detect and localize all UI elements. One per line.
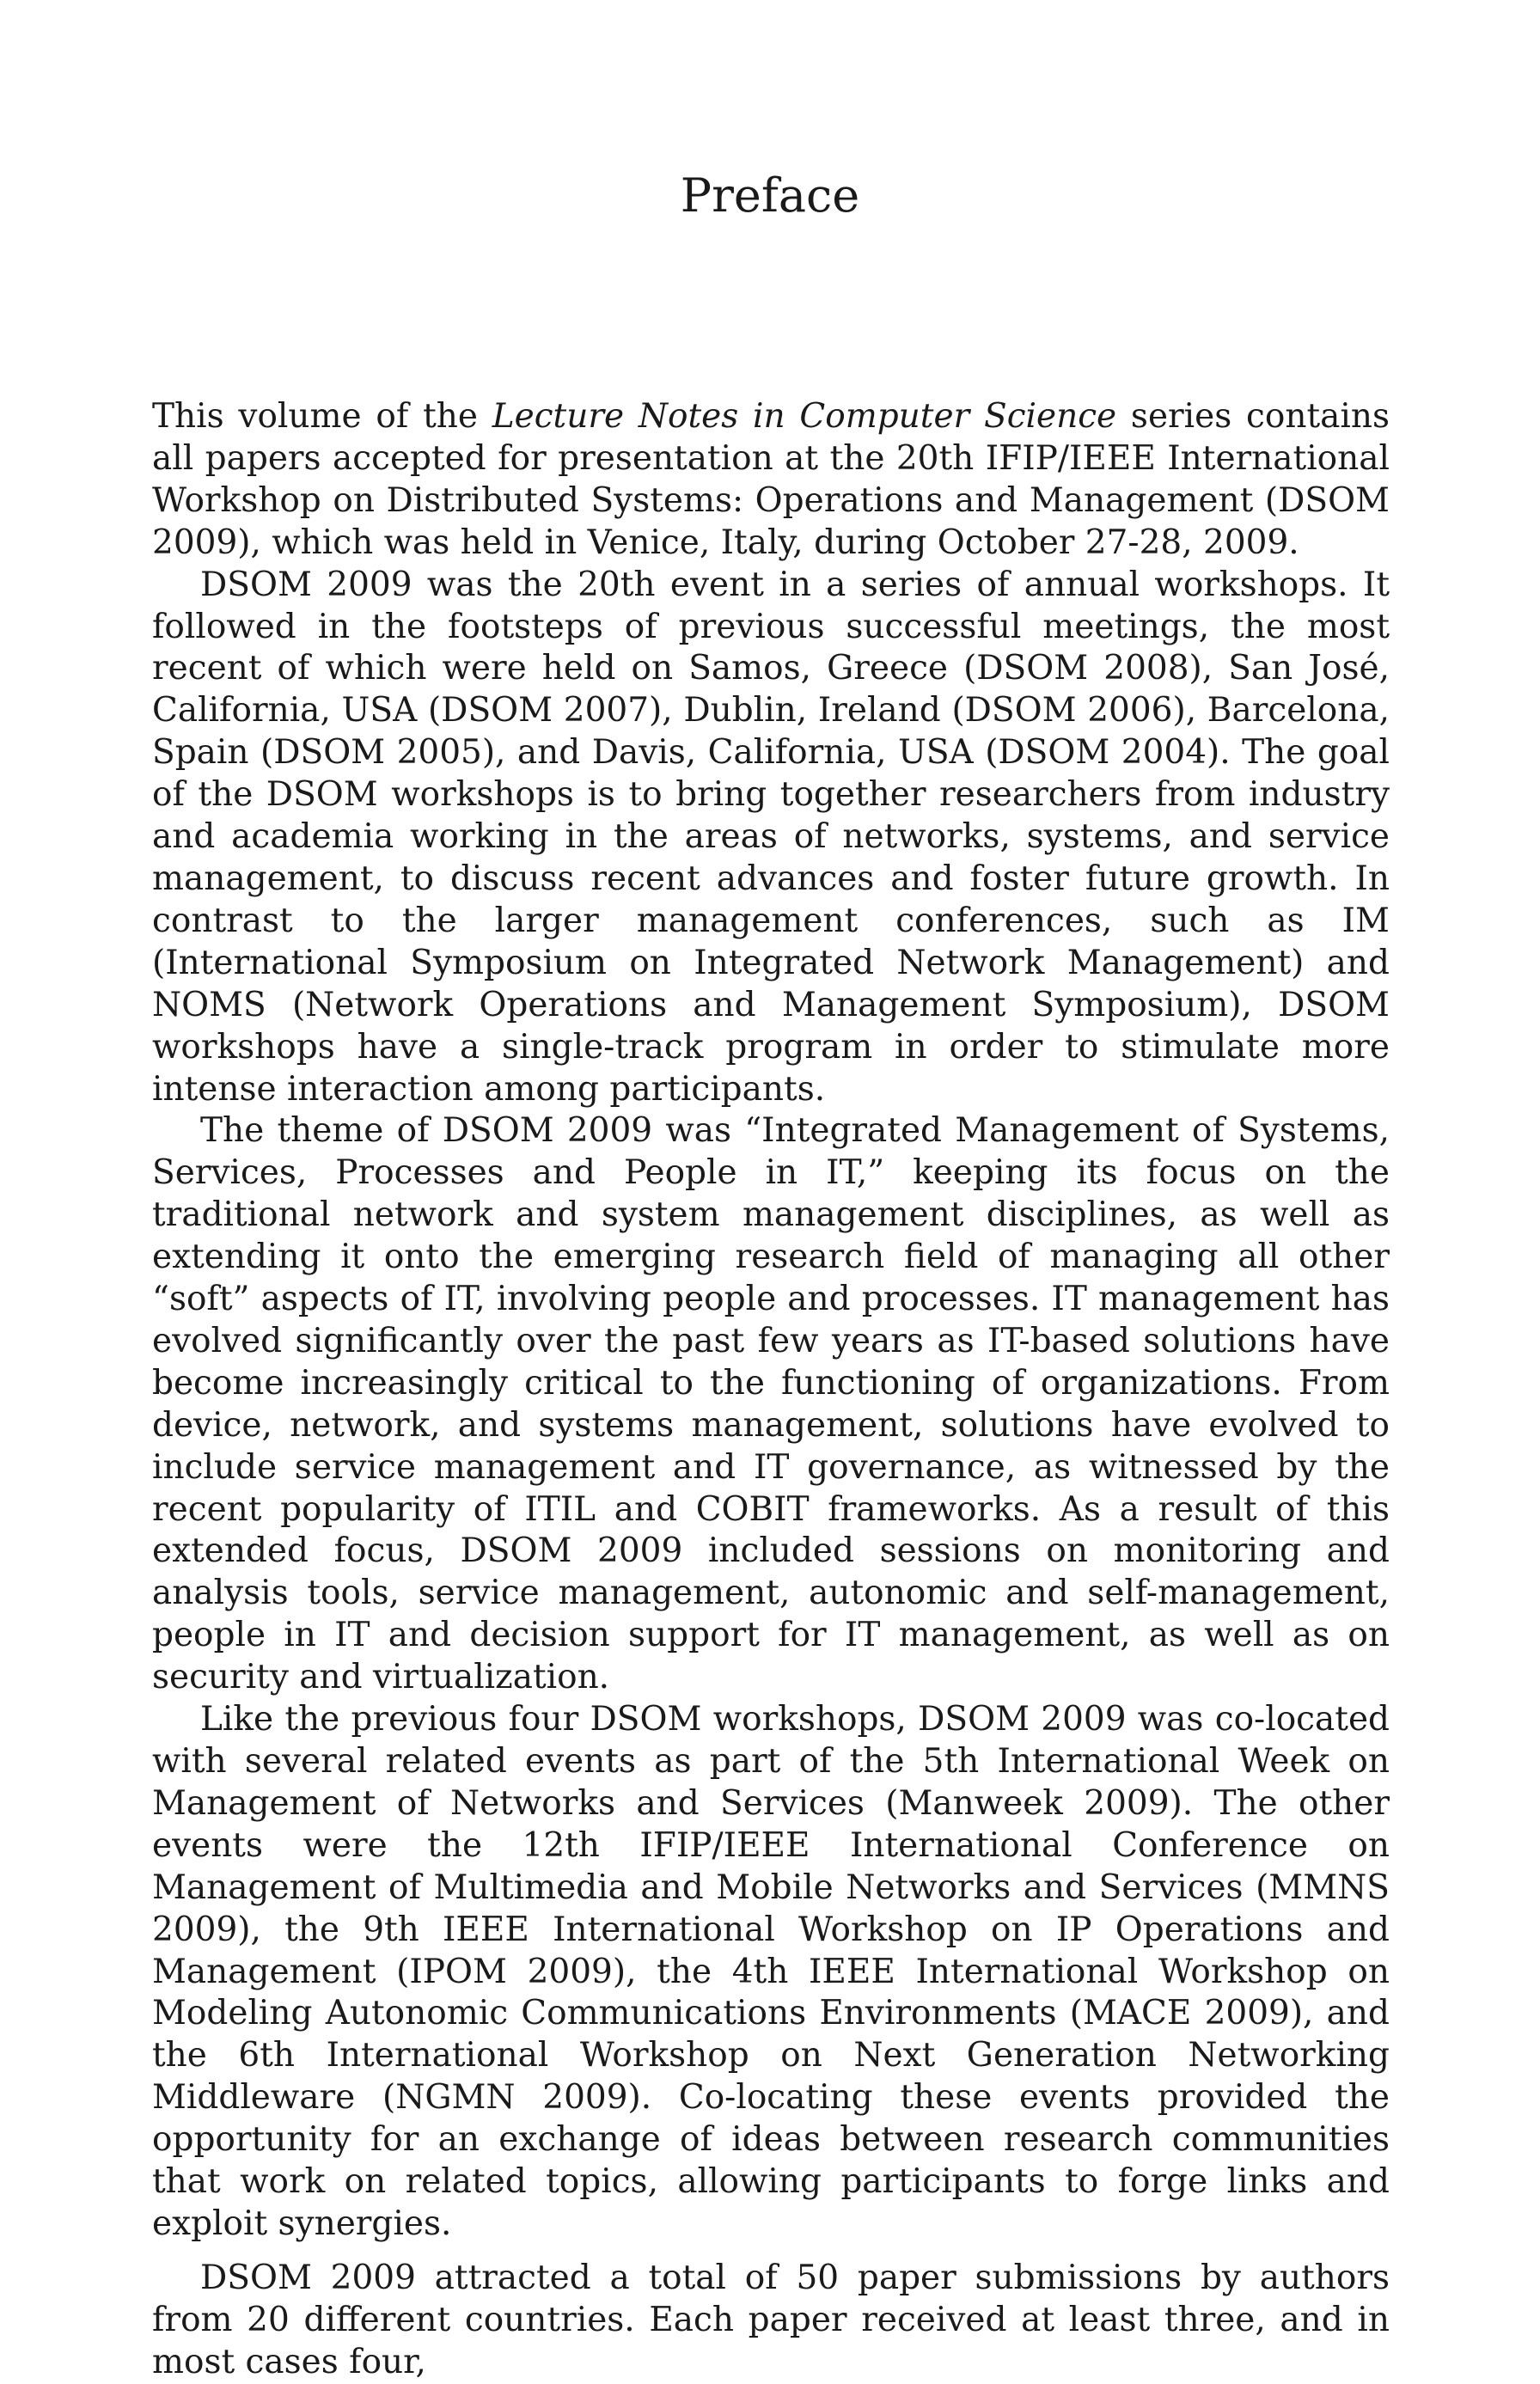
paragraph-intro	[152, 396, 1390, 565]
paragraph-colocation: Like the previous four DSOM workshops, DSOM 2009 was co-located with several related events as part of the 5th International Week on Management of Networks and Services (Manweek 2009). The other events were the 12th IFIP/IEEE International Conference on Management of Multimedia and Mobile Networks and Services (MMNS 2009), the 9th IEEE International Workshop on IP Operations and Management (IPOM 2009), the 4th IEEE International Workshop on Modeling Autonomic Communications Environments (MACE 2009), and the 6th International Workshop on Next Generation Networking Middleware (NGMN 2009). Co-locating these events provided the opportunity for an exchange of ideas between research communities that work on related topics, allowing participants to forge links and exploit synergies.	[152, 1700, 1390, 2243]
paragraph-intro-lead: This volume of the	[152, 397, 492, 436]
paragraph-theme: The theme of DSOM 2009 was “Integrated Management of Systems, Services, Processes and People in IT,” keeping its focus on the traditional network and system management disciplines, as well as extending it onto the emerging research field of managing all other “soft” aspects of IT, involving people and processes. IT management has evolved significantly over the past few years as IT-based solutions have become increasingly critical to the functioning of organizations. From device, network, and systems management, solutions have evolved to include service management and IT governance, as witnessed by the recent popularity of ITIL and COBIT frameworks. As a result of this extended focus, DSOM 2009 included sessions on monitoring and analysis tools, service management, autonomic and self-management, people in IT and decision support for IT management, as well as on security and virtualization.	[152, 1111, 1390, 1697]
paragraph-intro-rest: series contains all papers accepted for presentation at the 20th IFIP/IEEE International Workshop on Distributed Systems: Operations and Management (DSOM 2009), which was held in Venice, Italy, during October 27-28, 2009.	[152, 397, 1390, 562]
page-title: Preface	[680, 168, 860, 223]
preface-body	[152, 396, 1390, 2384]
paragraph-history: DSOM 2009 was the 20th event in a series of annual workshops. It followed in the footsteps of previous successful meetings, the most recent of which were held on Samos, Greece (DSOM 2008), San José, California, USA (DSOM 2007), Dublin, Ireland (DSOM 2006), Barcelona, Spain (DSOM 2005), and Davis, California, USA (DSOM 2004). The goal of the DSOM workshops is to bring together researchers from industry and academia working in the areas of networks, systems, and service management, to discuss recent advances and foster future growth. In contrast to the larger management conferences, such as IM (International Symposium on Integrated Network Management) and NOMS (Network Operations and Management Symposium), DSOM workshops have a single-track program in order to stimulate more intense interaction among participants.	[152, 565, 1390, 1109]
paragraph-submissions: DSOM 2009 attracted a total of 50 paper submissions by authors from 20 different countries. Each paper received at least three, and in most cases four,	[152, 2258, 1390, 2381]
series-title: Lecture Notes in Computer Science	[492, 397, 1117, 436]
